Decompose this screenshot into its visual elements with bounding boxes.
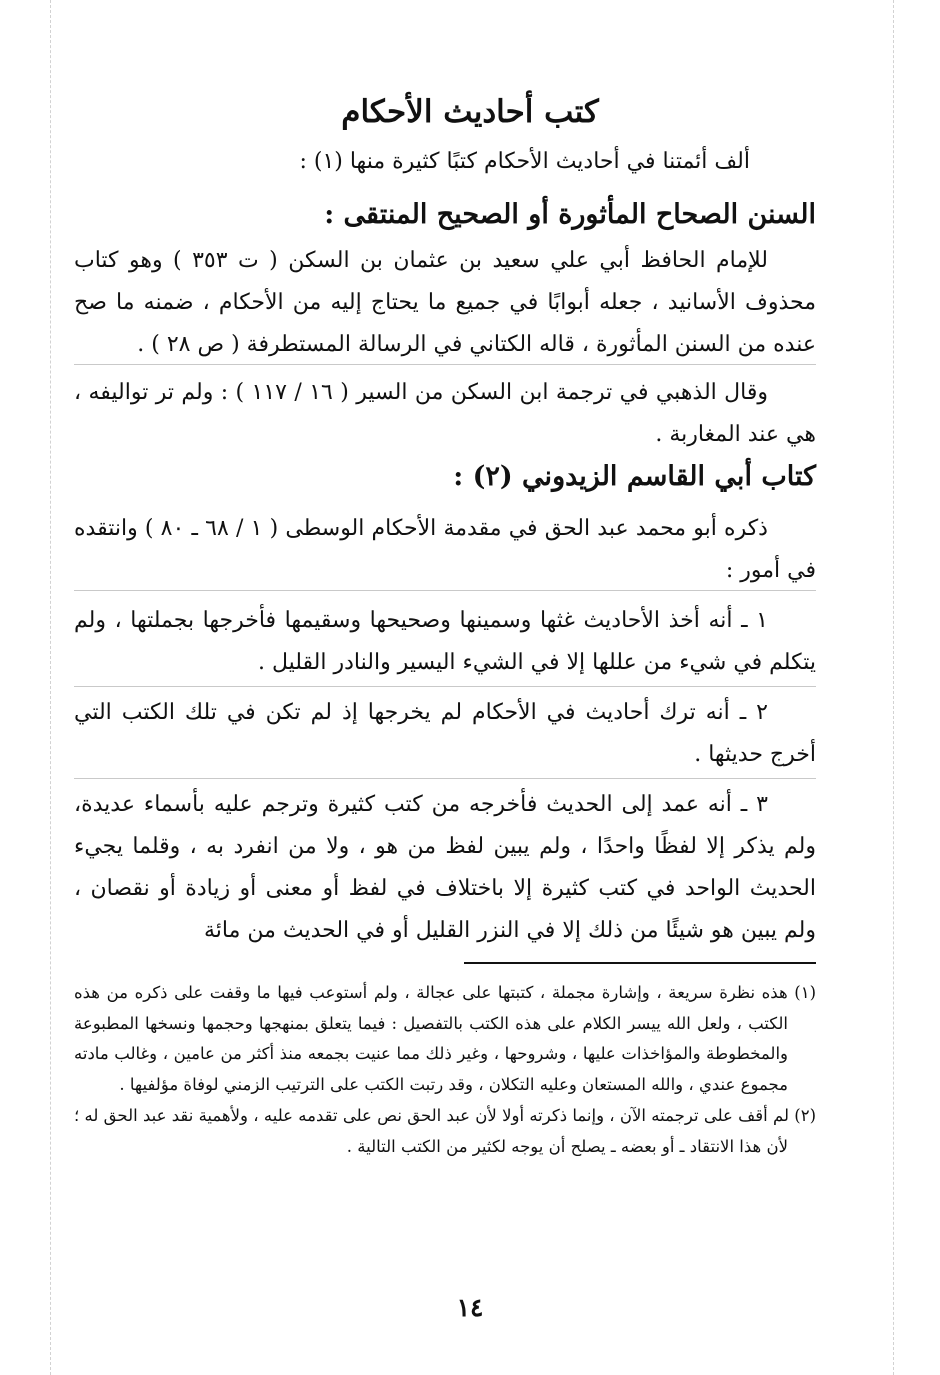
footnote-2: (٢) لم أقف على ترجمته الآن ، وإنما ذكرته أولا لأن عبد الحق نص على تقدمه عليه ، ولأهمية نقد عبد الحق له ؛ لأن هذا الانتقاد ـ أو بعضه ـ يصلح أن يوجه لكثير من الكتب التالية . [74, 1106, 816, 1156]
section-heading-zaydouni: كتاب أبي القاسم الزيدوني (٢) : [453, 461, 816, 492]
paragraph-criticism-3: ٣ ـ أنه عمد إلى الحديث فأخرجه من كتب كثيرة وترجم عليه بأسماء عديدة، ولم يذكر إلا لفظًا واحدًا ، ولم يبين لفظ من هو ، ولا من انفرد به ، وقلما يجيء الحديث الواحد في كتب كثيرة إلا باختلاف في لفظ أو معنى أو زيادة أو نقصان ، ولم يبين هو شيئًا من ذلك إلا في النزر القليل أو في الحديث من مائة [74, 792, 816, 943]
section-heading-sunan: السنن الصحاح المأثورة أو الصحيح المنتقى : [324, 199, 816, 230]
scan-margin-line-right [893, 0, 894, 1375]
section-body-sunan [74, 240, 816, 456]
page-number: ١٤ [456, 1293, 484, 1322]
page-title: كتب أحاديث الأحكام [341, 94, 599, 130]
paragraph-dhahabi-quote: وقال الذهبي في ترجمة ابن السكن من السير ( ١٦ / ١١٧ ) : ولم تر تواليفه ، هي عند المغاربة . [74, 380, 816, 447]
scan-margin-line-left [50, 0, 51, 1375]
paragraph-divider [74, 686, 816, 687]
paragraph-divider [74, 778, 816, 779]
intro-line: ألف أئمتنا في أحاديث الأحكام كتبًا كثيرة منها (١) : [299, 149, 750, 174]
paragraph-abd-al-haq-mention: ذكره أبو محمد عبد الحق في مقدمة الأحكام الوسطى ( ١ / ٦٨ ـ ٨٠ ) وانتقده في أمور : [74, 516, 816, 583]
paragraph-divider [74, 590, 816, 591]
footnotes [74, 978, 816, 1163]
paragraph-criticism-2: ٢ ـ أنه ترك أحاديث في الأحكام لم يخرجها إذ لم تكن في تلك الكتب التي أخرج حديثها . [74, 700, 816, 767]
paragraph-ibn-sakan-book: للإمام الحافظ أبي علي سعيد بن عثمان بن السكن ( ت ٣٥٣ ) وهو كتاب محذوف الأسانيد ، جعله أبوابًا في جميع ما يحتاج إليه من الأحكام ، ضمنه ما صح عنده من السنن المأثورة ، قاله الكتاني في الرسالة المستطرفة ( ص ٢٨ ) . [74, 248, 816, 357]
paragraph-criticism-1: ١ ـ أنه أخذ الأحاديث غثها وسمينها وصحيحها وسقيمها فأخرجها بجملتها ، ولم يتكلم في شيء من عللها إلا في الشيء اليسير والنادر القليل . [74, 608, 816, 675]
footnote-1: (١) هذه نظرة سريعة ، وإشارة مجملة ، كتبتها على عجالة ، ولم أستوعب فيها ما وقفت على ذكره من هذه الكتب ، ولعل الله ييسر الكلام على هذه الكتب بالتفصيل : فيما يتعلق بمنهجها وحجمها ونسخها المطبوعة والمخطوطة والمؤاخذات عليها ، وشروحها ، وغير ذلك مما عنيت بجمعه منذ أكثر من عامين ، وغالب مادته مجموع عندي ، والله المستعان وعليه التكلان ، وقد رتبت الكتب على الترتيب الزمني لوفاة مؤلفيها . [74, 983, 816, 1094]
footnote-separator [464, 962, 816, 964]
paragraph-divider [74, 364, 816, 365]
section-body-zaydouni [74, 508, 816, 952]
